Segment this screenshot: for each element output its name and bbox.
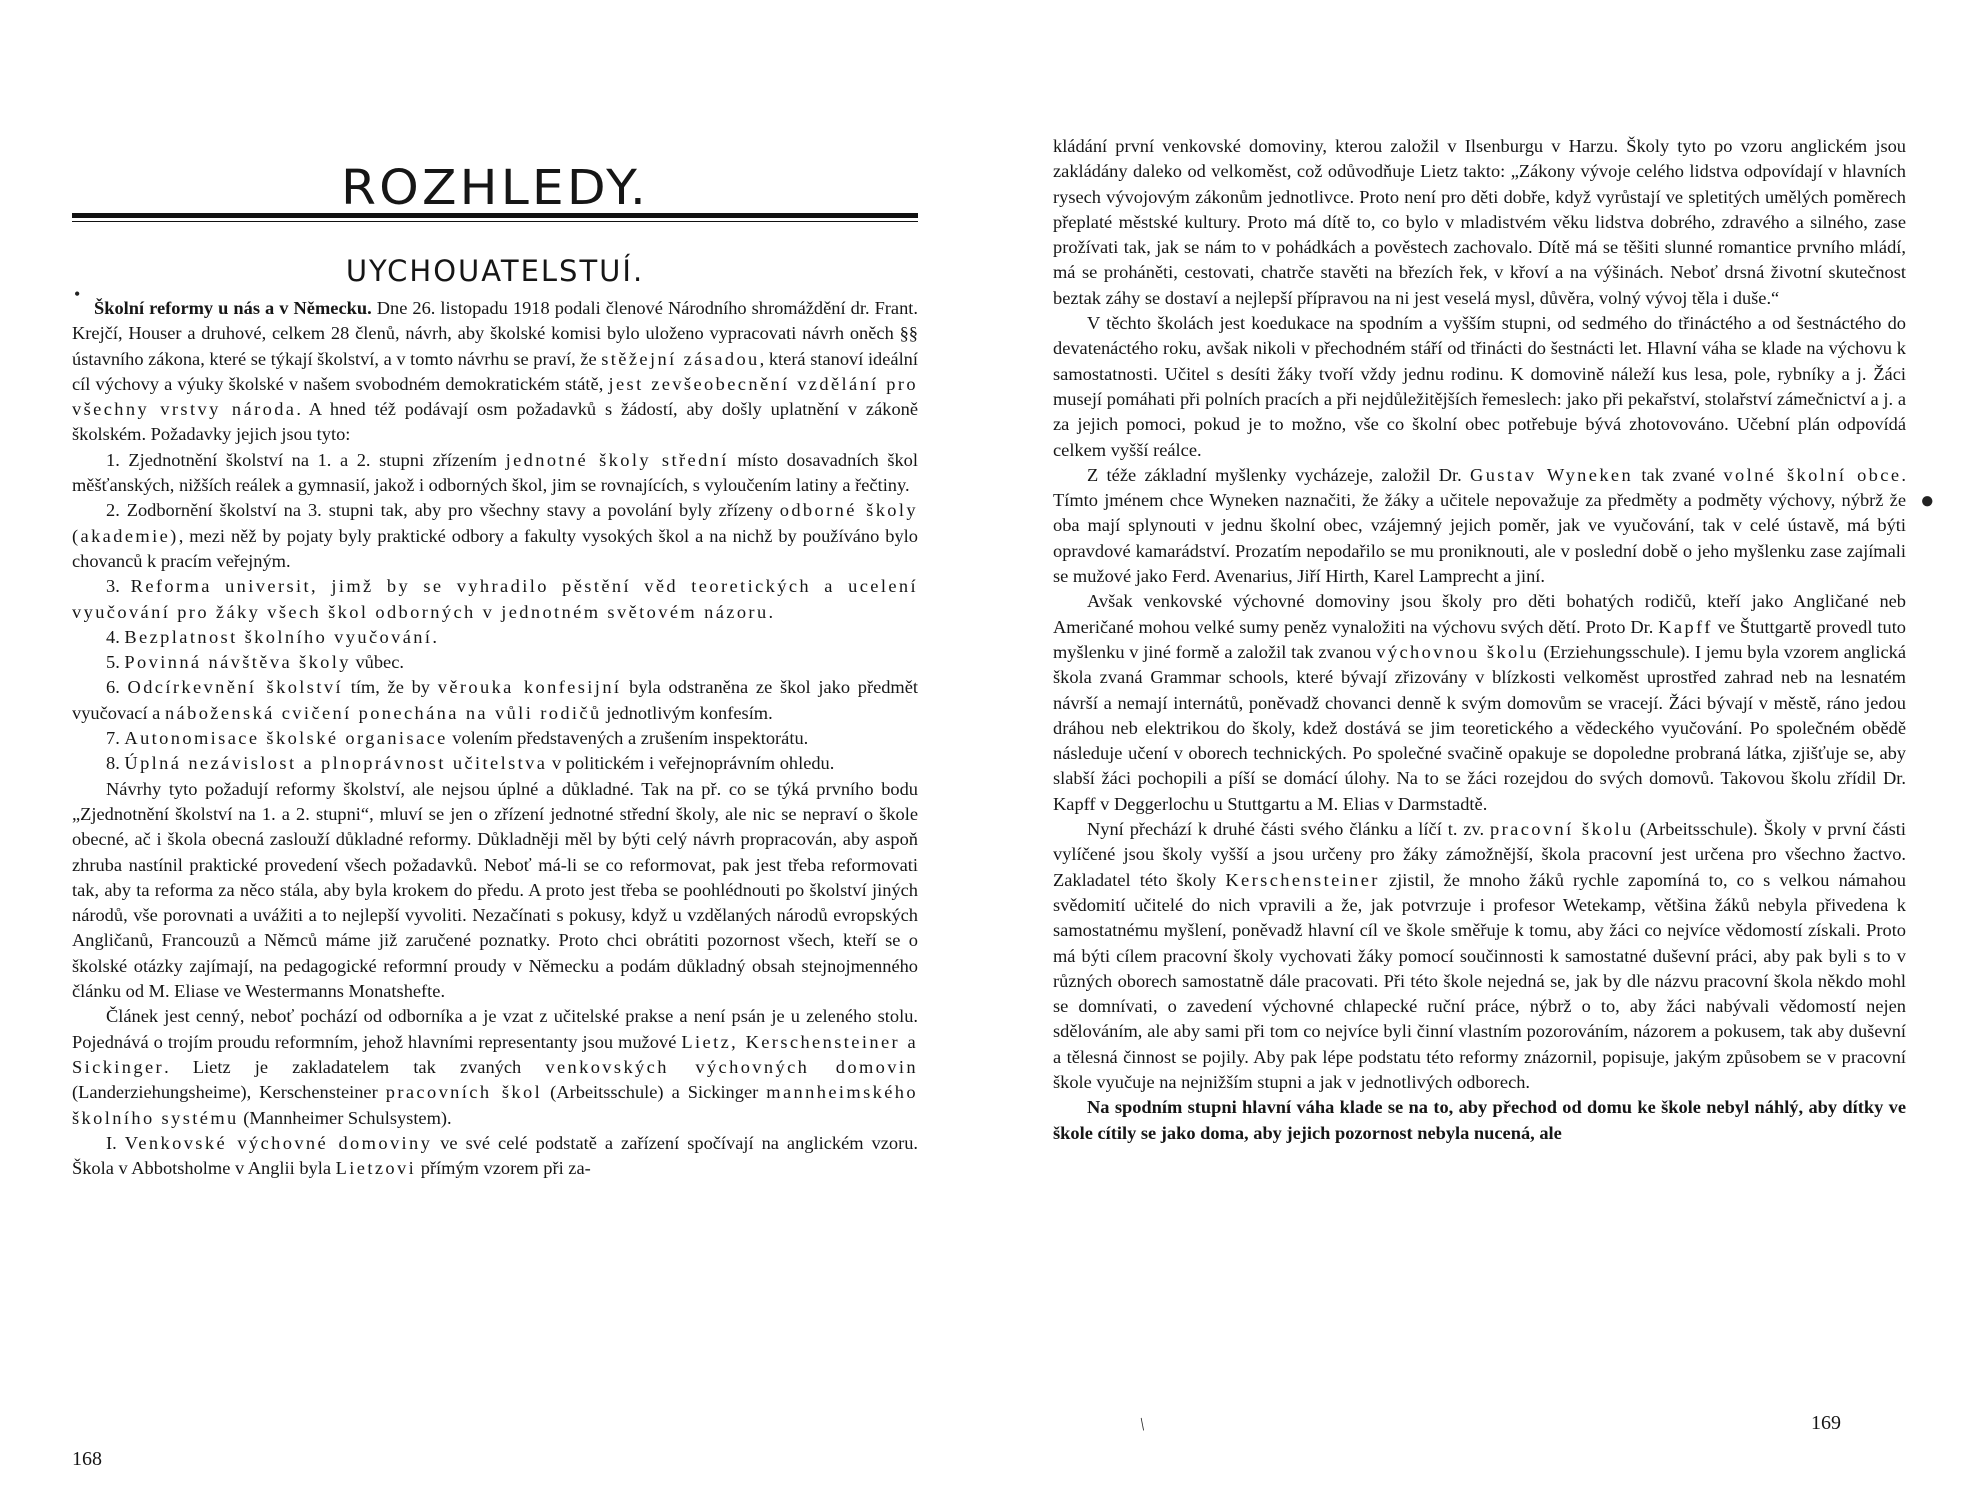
- text-run: volením představených a zrušením inspektorátu.: [447, 728, 809, 749]
- spaced-run: volné školní obce: [1723, 464, 1902, 485]
- text-run: I.: [106, 1132, 125, 1153]
- spaced-run: stěžejní zásadou: [601, 348, 760, 369]
- body-paragraph-bold: Na spodním stupni hlavní váha klade se na to, aby přechod od domu ke škole nebyl náhlý, aby dítky ve škole cítily se jako doma, aby jejich pozornost nebyla nucená, ale: [1053, 1097, 1906, 1143]
- spaced-run: Povinná návštěva školy: [124, 652, 351, 673]
- spaced-run: pracovní školu: [1490, 819, 1634, 840]
- spaced-run: Autonomisace školské organisace: [124, 728, 448, 749]
- spaced-run: Kapff: [1658, 616, 1713, 637]
- text-run: , mezi něž by pojaty byly praktické odbory a fakulty vysokých škol a na nichž by používáno bylo chovanců k pracím veřejným.: [72, 525, 918, 571]
- text-run: tím, že by: [342, 677, 438, 698]
- spaced-run: náboženská cvičení ponechána na vůli rodičů: [164, 702, 602, 723]
- ink-dot: •: [74, 284, 81, 304]
- list-item: [72, 726, 918, 751]
- body-paragraph: Návrhy tyto požadují reformy školství, ale nejsou úplné a důkladné. Tak na př. co se týká prvního bodu „Zjednotnění školství na 1. a 2. stupni“, mluví se jen o zřízení jednotné střední školy, ale nic se nepraví o škole obecné, ač i škola obecná zaslouží důkladné reformy. Důkladněji měl by býti celý návrh propracován, aby aspoň zhruba nastínil praktické provedení všech požadavků. Neboť má-li se co reformovat, pak jest třeba reformovati tak, aby ta reforma za něco stála, aby byla krokem do předu. A proto jest třeba se poohlédnouti po školství jiných národů, vše porovnati a uvážiti a to nejlepší vyvoliti. Nezačínati s pokusy, když u vzdělaných národů evropských Angličanů, Francouzů a Němců máme již zaručené poznatky. Proto chci obrátiti pozornost všech, kteří se o školské otázky zajímají, na pedagogické reformní proudy v Německu a podám důkladný obsah stejnojmenného článku od M. Eliase ve Westermanns Monatshefte.: [72, 778, 918, 1002]
- spaced-run: pracovních škol: [385, 1082, 543, 1103]
- text-run: . Lietz je zakladatelem tak zvaných: [164, 1056, 546, 1077]
- text-run: Článek jest cenný, neboť pochází od odborníka a je vzat z učitelské prakse a není psán je u zeleného stolu. Pojednává o trojím proudu reformním, jehož hlavními representanty jsou mužové: [72, 1006, 918, 1052]
- text-run: Z téže základní myšlenky vycházeje, založil Dr.: [1087, 464, 1471, 485]
- text-run: 7.: [106, 728, 125, 749]
- text-run: (Arbeitsschule). Školy v první části vylíčené jsou školy vyšší a jsou určeny pro žáky zámožnější, škola pracovní jest určena pro všechno žactvo. Zakladatel této školy: [1053, 819, 1906, 890]
- section-title: UYCHOUATELSTUÍ.: [345, 254, 645, 288]
- spaced-run: Úplná nezávislost a plnoprávnost učitelstva: [124, 753, 548, 774]
- text-run: (Arbeitsschule) a Sickinger: [542, 1082, 767, 1103]
- spaced-run: mannheimského školního systému: [72, 1082, 919, 1128]
- text-run: . Tímto jménem chce Wyneken naznačiti, že žáky a učitele nepovažuje za předměty a podměty výchovy, nýbrž že oba mají splynouti v jednu školní obec, vzájemný jejich poměr, jak ve vyučování, tak v celé ústavě, má býti opravdové kamarádství. Prozatím nepodařilo se mu proniknouti, ale v poslední době o jeho myšlenku zase zajímali se mužové jako Ferd. Avenarius, Jiří Hirth, Karel Lamprecht a jiní.: [1053, 464, 1907, 587]
- text-run: vůbec.: [350, 652, 404, 673]
- text-run: .: [768, 601, 774, 622]
- page-number: 168: [72, 1448, 102, 1470]
- body-paragraph: kládání první venkovské domoviny, kterou založil v Ilsenburgu v Harzu. Školy tyto po vzoru anglickém jsou zakládány daleko od velkoměst, což odůvodňuje Lietz takto: „Zákony vývoje celého lidstva odpovídají v hlavních rysech vývojovým zákonům jednotlivce. Proto není pro děti dobře, když vyrůstají ve spletitých umělých poměrech přeplaté městské kultury. Proto má dítě to, co bylo v mladistvém věku lidstva dobrého, zdravého a silného, zase prožívati tak, jak se nám to v pohádkách a pověstech zachovalo. Dítě má se těšiti slunné romantice prvního mládí, má se proháněti, cestovati, chatrče stavěti na březích řek, v křoví a na výšinách. Neboť drsná životní skutečnost beztak záhy se dostaví a nejlepší přípravou na ni jest veselá mysl, důvěra, volný vývoj těla i duše.“: [1053, 136, 1906, 308]
- text-run: 6.: [106, 677, 128, 698]
- text-run: . A hned též podávají osm požadavků s žádostí, aby došly uplatnění v zákoně školském. Požadavky jejich jsou tyto:: [72, 399, 918, 445]
- text-run: 2. Zodbornění školství na 3. stupni tak, aby pro všechny stavy a povolání byly zřízeny: [106, 500, 780, 521]
- right-page: [985, 0, 1970, 1500]
- list-item: [72, 751, 918, 776]
- spaced-run: Lietzovi: [335, 1158, 417, 1179]
- text-run: ve své celé podstatě a zařízení spočívají na anglickém vzoru. Škola v Abbotsholme v Anglii byla: [72, 1132, 918, 1179]
- body-paragraph: [72, 1131, 918, 1182]
- text-run: (Mannheimer Schulsystem).: [238, 1107, 452, 1128]
- body-paragraph: V těchto školách jest koedukace na spodním a vyšším stupni, od sedmého do třináctého a od šestnáctého do devatenáctého roku, avšak nikoli v přechodném stáří od třinácti do šestnácti let. Hlavní váha se klade na výchovu k samostatnosti. Učitel s desíti žáky tvoří vždy jednu rodinu. K domovině náleží kus lesa, pole, rybníky a j. Žáci musejí pomáhati při polních pracích a při nejdůležitějších řemeslech: jako při pekařství, stolařství zámečnictví a j. a za jejich pomoci, pokud je to možno, vše co školní obec potřebuje bývá zhotovováno. Učební plán odpovídá celkem vyšší reálce.: [1053, 313, 1906, 460]
- spaced-run: Gustav Wyneken: [1470, 464, 1634, 485]
- left-text-column: [72, 296, 918, 1181]
- text-run: zjistil, že mnoho žáků rychle zapomíná to, co s velkou námahou svědomití učitelé do nich vpravili a že, jak potvrzuje i profesor Wetekamp, většina žáků nebyla přivedena k samostatnému myšlení, poněvadž hlavní cíl ve škole směřuje k tomu, aby žáci co nejvíce vědomostí získali. Proto má býti cílem pracovní školy vychovati žáky pomocí součinnosti k samostatné duševní práci, aby pak byli s to v různých oborech samostatně dále pracovati. Při této škole nejedná se, jak by dle názvu pracovní škola někdo mohl se domnívati, o zavedení výchovné chlapecké ruční práce, nýbrž o to, aby žáci nabývali vědomostí nejen sdělováním, ale aby sami při tom co nejvíce byli činní vlastním pozorováním, názorem a pokusem, tak aby duševní a tělesná činnost se pojily. Aby pak lépe podstatu této reformy znázornil, popisuje, jakým způsobem se v pracovní škole vyučuje na nejnižším stupni a jak v jednotlivých odborech.: [1053, 869, 1906, 1092]
- text-run: Dne 26. listopadu 1918 podali členové Národního shromáždění dr. Frant. Krejčí, Houser a druhové, celkem 28 členů, návrh, aby školské komisi bylo uloženo vypracovati návrh oněch §§ ústavního zákona, které se týkají školství, a v tomto návrhu se praví, že: [72, 298, 918, 369]
- spaced-run: venkovských výchovných domovin: [545, 1056, 918, 1077]
- spaced-run: jest zevšeobecnění vzdělání pro všechny vrstvy národa: [72, 373, 918, 420]
- page-number: 169: [1811, 1412, 1841, 1434]
- spaced-run: odborné školy (akademie): [72, 500, 918, 546]
- spaced-run: Bezplatnost školního vyučování: [124, 626, 433, 647]
- text-run: přímým vzorem při za-: [416, 1158, 591, 1179]
- right-text-column: [1053, 134, 1906, 1146]
- text-run: jednotlivým konfesím.: [601, 702, 773, 723]
- text-run: místo dosavadních škol měšťanských, nižších reálek a gymnasií, jakož i odborných škol, jim se rovnajících, s vyloučením latiny a řečtiny.: [72, 449, 918, 496]
- text-run: , která stanoví ideální cíl výchovy a výuky školské v našem svobodném demokratickém státě,: [72, 348, 918, 394]
- body-paragraph: [1053, 817, 1906, 1095]
- pen-stroke: /: [1135, 1414, 1150, 1434]
- text-run: .: [432, 626, 437, 647]
- text-run: byla odstraněna ze škol jako předmět vyučovací a: [72, 677, 919, 723]
- text-run: 4.: [106, 626, 125, 647]
- list-item: [72, 650, 918, 675]
- text-run: Nyní přechází k druhé části svého článku a líčí t. zv.: [1087, 819, 1491, 840]
- list-item: [72, 625, 918, 650]
- spaced-run: Kerschensteiner: [1225, 869, 1380, 890]
- masthead-title: ROZHLEDY.: [340, 160, 650, 216]
- rule-thick: [72, 213, 918, 218]
- text-run: v politickém i veřejnoprávním ohledu.: [547, 753, 835, 774]
- list-item: [72, 448, 918, 499]
- ink-blot: ●: [1920, 488, 1935, 514]
- paragraph-intro: [72, 296, 918, 448]
- text-run: tak zvané: [1633, 464, 1724, 485]
- spaced-run: Lietz, Kerschensteiner a Sickinger: [72, 1031, 919, 1077]
- list-item: [72, 574, 918, 625]
- body-paragraph: [72, 1004, 918, 1130]
- text-run: 3.: [106, 576, 131, 597]
- body-paragraph: [1053, 589, 1906, 817]
- spaced-run: věrouka konfesijní: [437, 677, 622, 698]
- text-run: (Erziehungsschule). I jemu byla vzorem anglická škola zvaná Grammar schools, které bývají zřizovány v blízkosti velkoměst uprostřed zahrad neb na lesnatém návrší a nemají internátů, poněvadž chovanci denně k svým domovům se vracejí. Žáci bývají v městě, ráno jedou dráhou neb elektrikou do školy, kdež dostává se jim teoretického a vědeckého vyučování. Po společném obědě následuje učení v oborech technických. Po společné svačině opakuje se dopoledne probraná látka, zjišťuje se, aby slabší žáci pochopili a píší se domácí úlohy. Na to se žáci rozejdou do svých domovů. Takovou školu zřídil Dr. Kapff v Deggerlochu u Stuttgartu a M. Elias v Darmstadtě.: [1053, 641, 1906, 814]
- spaced-run: jednotné školy střední: [505, 449, 729, 470]
- spaced-run: Reforma universit, jimž by se vyhradilo pěstění věd teoretických a ucelení vyučování pro žáky všech škol odborných v jednotném světovém názoru: [72, 576, 918, 622]
- text-run: ve Štuttgartě provedl tuto myšlenku v jiné formě a založil tak zvanou: [1053, 616, 1906, 662]
- list-item: [72, 498, 918, 574]
- spaced-run: Odcírkevnění školství: [127, 677, 343, 698]
- text-run: 5.: [106, 652, 125, 673]
- text-run: 8.: [106, 753, 125, 774]
- body-paragraph: [1053, 463, 1906, 589]
- article-heading: Školní reformy u nás a v Německu.: [94, 298, 372, 318]
- list-item: [72, 675, 918, 726]
- text-run: Avšak venkovské výchovné domoviny jsou školy pro děti bohatých rodičů, kteří jako Angličané neb Američané mohou velké sumy peněz vynaložiti na výchovu svých dětí. Proto Dr.: [1053, 591, 1906, 637]
- spaced-run: výchovnou školu: [1376, 641, 1539, 662]
- text-run: (Landerziehungsheime), Kerschensteiner: [72, 1082, 386, 1103]
- text-run: 1. Zjednotnění školství na 1. a 2. stupni zřízením: [106, 449, 506, 470]
- rule-thin: [72, 221, 918, 222]
- masthead-rule: [72, 213, 918, 222]
- spaced-run: Venkovské výchovné domoviny: [124, 1132, 433, 1153]
